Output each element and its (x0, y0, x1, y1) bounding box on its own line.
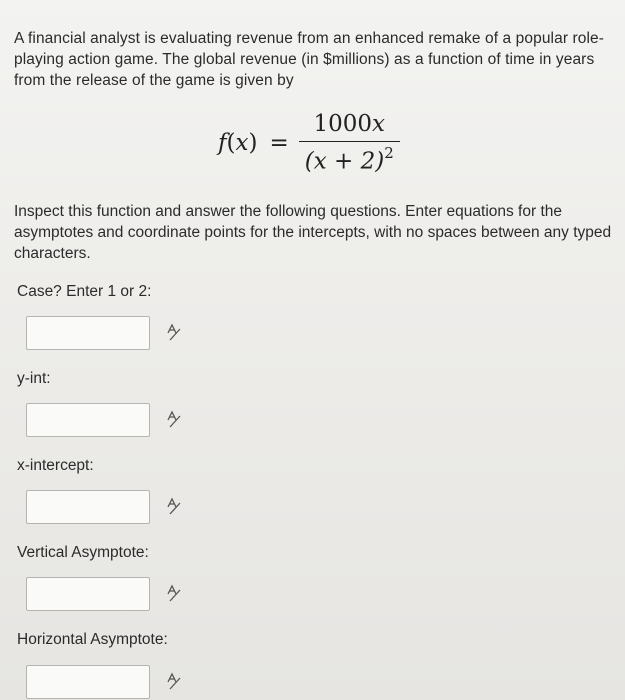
case-label: Case? Enter 1 or 2: (17, 283, 152, 300)
horizontal-asymptote-label: Horizontal Asymptote: (17, 631, 168, 648)
instructions-text: Inspect this function and answer the following questions. Enter equations for the asymptotes and coordinate points for the intercepts, with no spaces between any typed characters. (14, 203, 612, 262)
formula-fraction (299, 111, 400, 175)
x-intercept-label: x-intercept: (17, 457, 94, 474)
x-intercept-input[interactable] (26, 490, 150, 524)
case-input[interactable] (26, 316, 150, 350)
problem-intro: A financial analyst is evaluating revenue from an enhanced remake of a popular role-playing action game. The global revenue (in $millions) as a function of time in years from the release of the game is given by (14, 30, 604, 89)
formula-numerator (309, 111, 389, 141)
formula-editor-icon[interactable] (166, 497, 182, 517)
formula-denominator (299, 141, 400, 175)
vertical-asymptote-label: Vertical Asymptote: (17, 544, 149, 561)
formula-editor-icon[interactable] (166, 584, 182, 604)
denominator-base: (x + 2) (304, 148, 385, 175)
formula-lhs-var: x (235, 130, 249, 156)
formula-editor-icon[interactable] (166, 323, 182, 343)
formula-editor-icon[interactable] (166, 410, 182, 430)
formula-func-name: f (218, 130, 227, 156)
denominator-exponent: 2 (384, 144, 394, 163)
formula-equals: = (269, 130, 289, 156)
horizontal-asymptote-input[interactable] (26, 665, 150, 699)
y-int-label: y-int: (17, 370, 51, 387)
y-int-input[interactable] (26, 403, 150, 437)
numerator-coef: 1000 (313, 111, 373, 138)
numerator-var: x (372, 111, 386, 138)
revenue-formula (218, 108, 400, 178)
vertical-asymptote-input[interactable] (26, 577, 150, 611)
formula-lhs: f(x) (218, 130, 258, 156)
formula-editor-icon[interactable] (166, 672, 182, 692)
